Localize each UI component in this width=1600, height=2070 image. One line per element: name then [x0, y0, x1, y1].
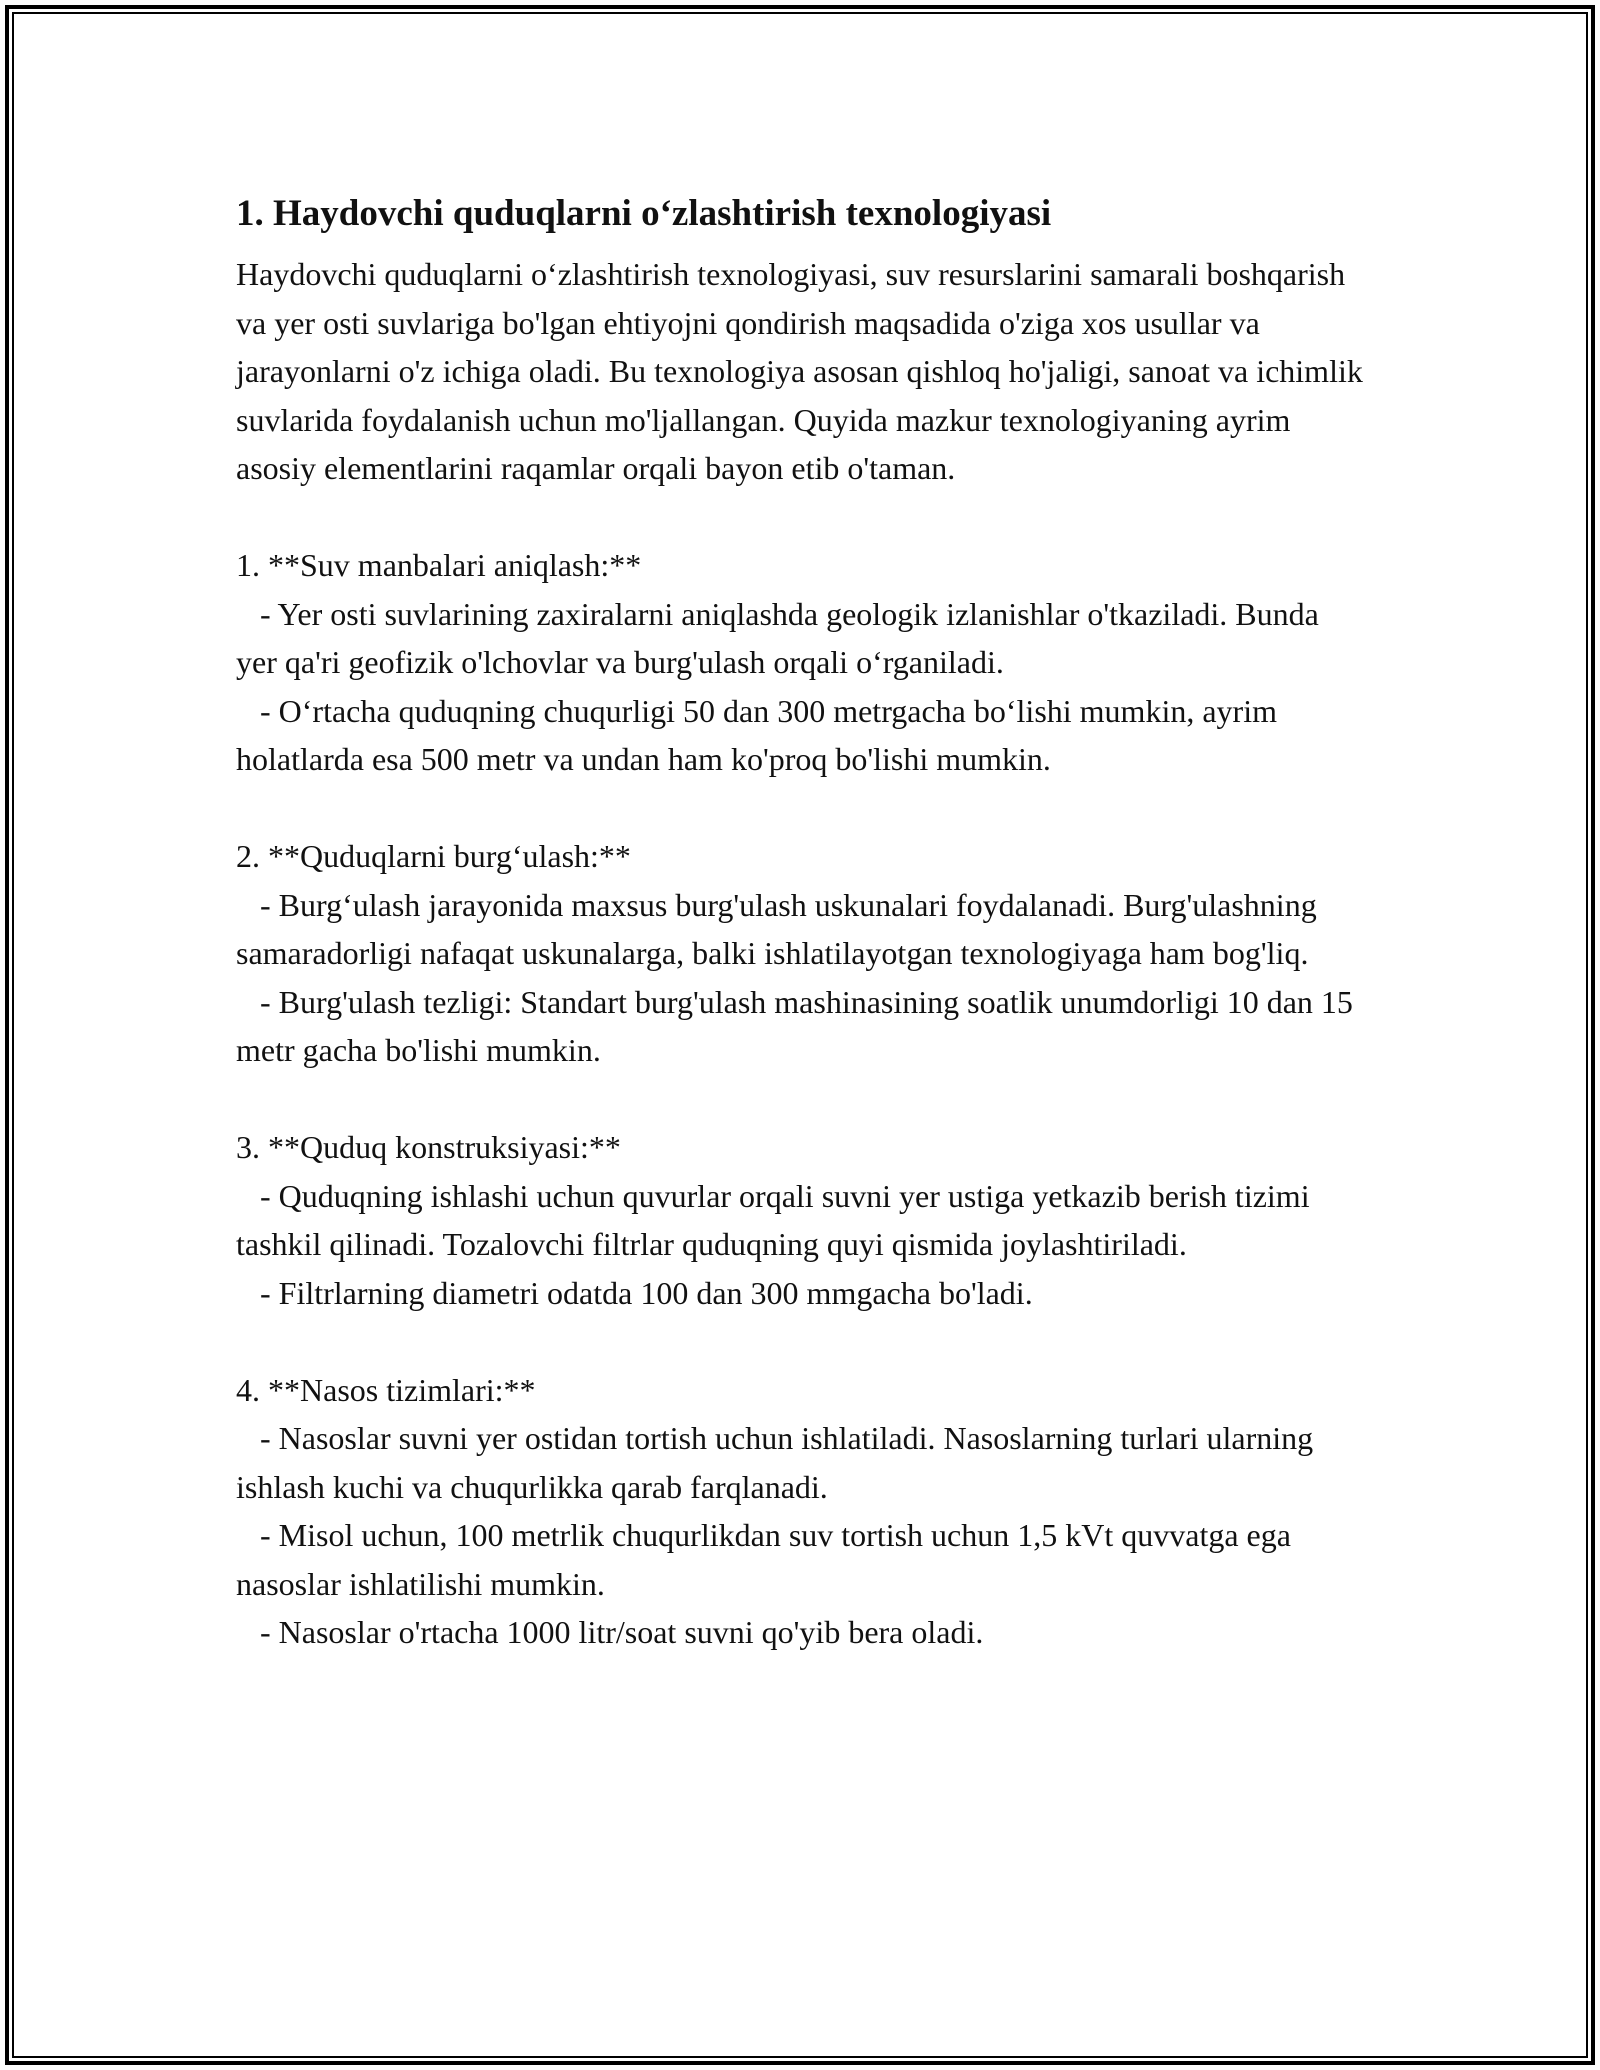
- paragraph-spacer: [236, 784, 1366, 833]
- paragraph-intro: Haydovchi quduqlarni o‘zlashtirish texnologiyasi, suv resurslarini samarali boshqarish va yer osti suvlariga bo'lgan ehtiyojni qondirish maqsadida o'ziga xos usullar va jarayonlarni o'z ichiga oladi. Bu texnologiya asosan qishloq ho'jaligi, sanoat va ichimlik suvlarida foydalanish uchun mo'ljallangan. Quyida mazkur texnologiyaning ayrim asosiy elementlarini raqamlar orqali bayon etib o'taman.: [236, 256, 1371, 486]
- section-drilling: 2. **Quduqlarni burg‘ulash:** - Burg‘ulash jarayonida maxsus burg'ulash uskunalari foydalanadi. Burg'ulashning samaradorligi nafaqat uskunalarga, balki ishlatilayotgan texnologiyaga ham bog'liq. - Burg'ulash tezligi: Standart burg'ulash mashinasining soatlik unumdorligi 10 dan 15 metr gacha bo'lishi mumkin.: [236, 838, 1353, 1068]
- document-title: 1. Haydovchi quduqlarni o‘zlashtirish texnologiyasi: [236, 193, 1052, 234]
- section-pump-systems: 4. **Nasos tizimlari:** - Nasoslar suvni yer ostidan tortish uchun ishlatiladi. Nasoslarning turlari ularning ishlash kuchi va chuqurlikka qarab farqlanadi. - Misol uchun, 100 metrlik chuqurlikdan suv tortish uchun 1,5 kVt quvvatga ega nasoslar ishlatilishi mumkin. - Nasoslar o'rtacha 1000 litr/soat suvni qo'yib bera oladi.: [236, 1371, 1314, 1650]
- paragraph-spacer: [236, 1317, 1366, 1366]
- paragraph-spacer: [236, 1075, 1366, 1124]
- document-content: [236, 186, 1371, 1657]
- section-well-construction: 3. **Quduq konstruksiyasi:** - Quduqning ishlashi uchun quvurlar orqali suvni yer ustiga yetkazib berish tizimi tashkil qilinadi. Tozalovchi filtrlar quduqning quyi qismida joylashtiriladi. - Filtrlarning diametri odatda 100 dan 300 mmgacha bo'ladi.: [236, 1129, 1310, 1311]
- section-water-sources: 1. **Suv manbalari aniqlash:** - Yer osti suvlarining zaxiralarni aniqlashda geologik izlanishlar o'tkaziladi. Bunda yer qa'ri geofizik o'lchovlar va burg'ulash orqali o‘rganiladi. - O‘rtacha quduqning chuqurligi 50 dan 300 metrgacha bo‘lishi mumkin, ayrim holatlarda esa 500 metr va undan ham ko'proq bo'lishi mumkin.: [236, 547, 1319, 777]
- paragraph-spacer: [236, 493, 1366, 542]
